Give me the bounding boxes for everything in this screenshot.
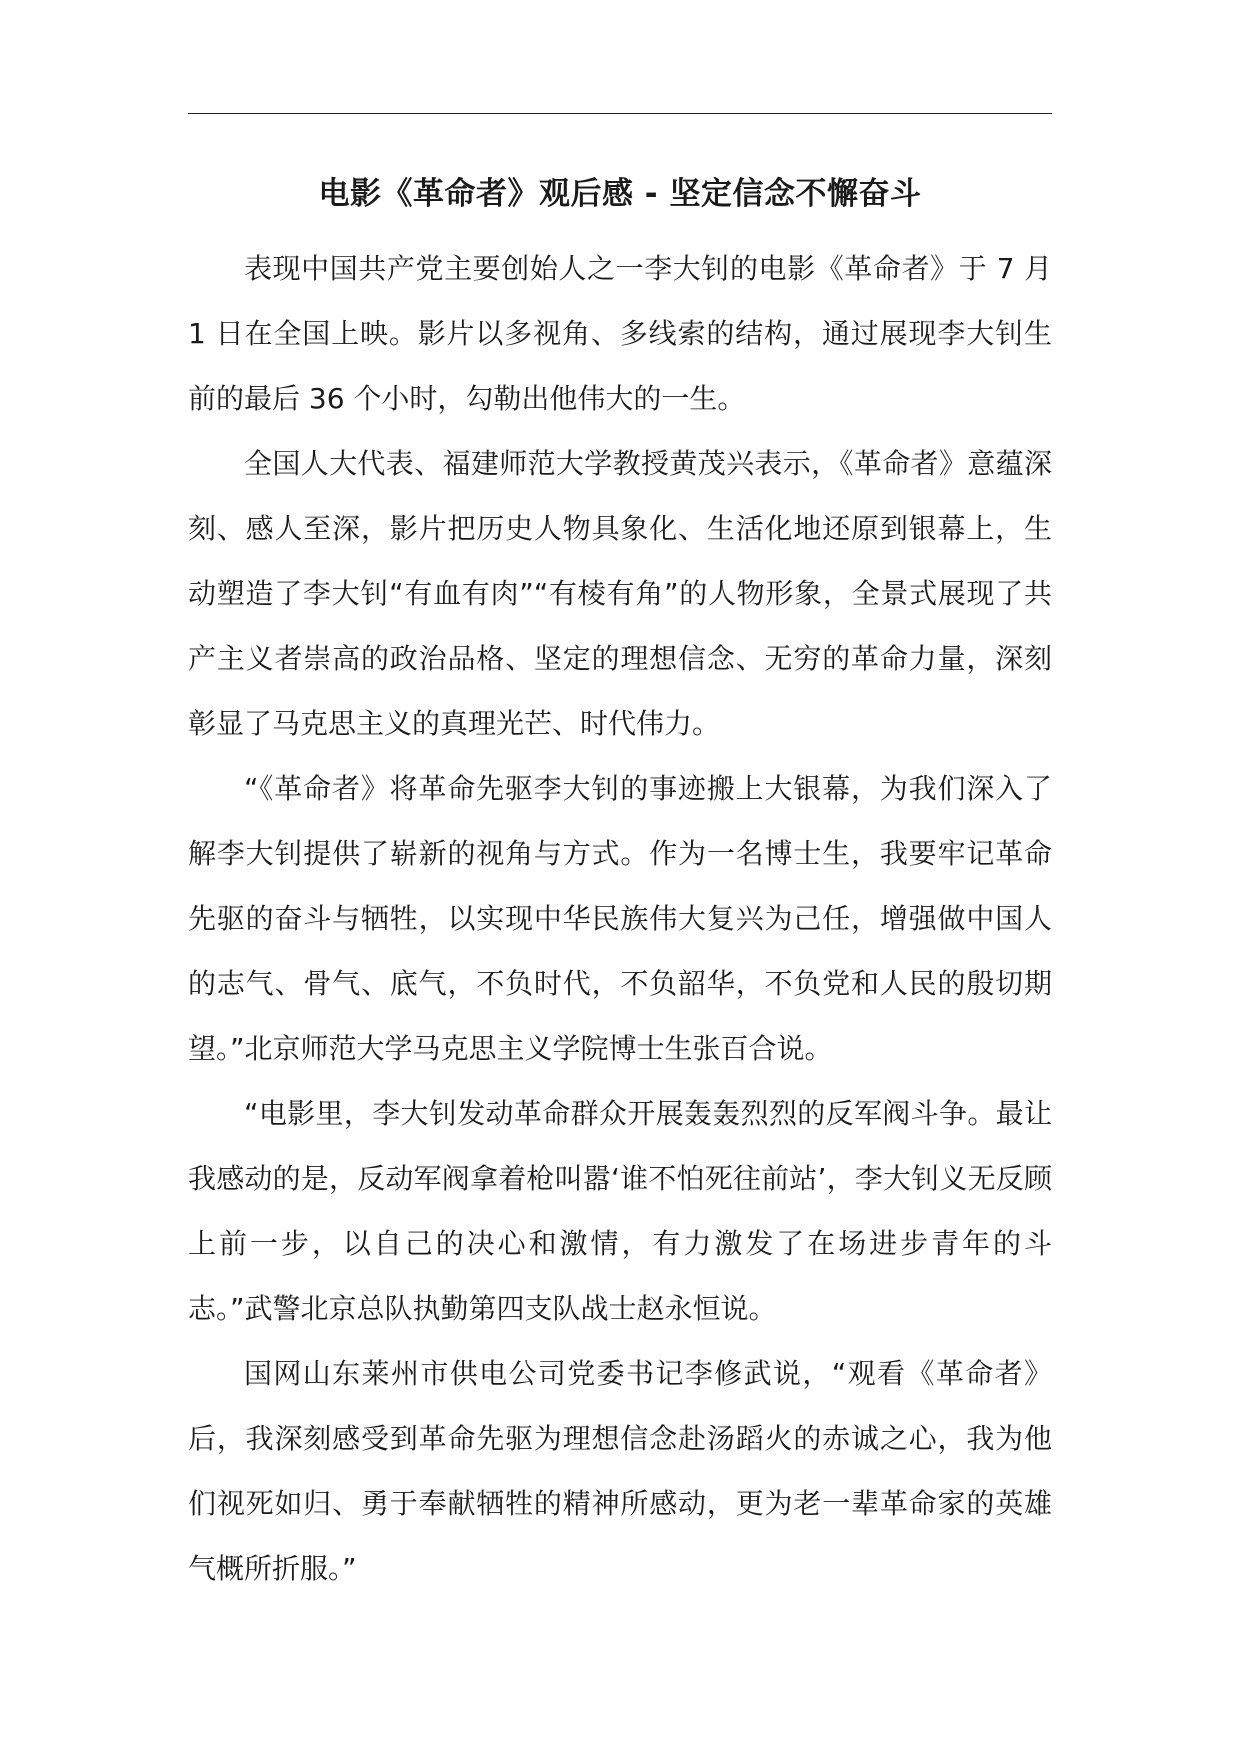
document-body [188, 236, 1052, 1601]
paragraph: 全国人大代表、福建师范大学教授黄茂兴表示，《革命者》意蕴深刻、感人至深，影片把历史人物具象化、生活化地还原到银幕上，生动塑造了李大钊“有血有肉”“有棱有角”的人物形象，全景式展现了共产主义者崇高的政治品格、坚定的理想信念、无穷的革命力量，深刻彰显了马克思主义的真理光芒、时代伟力。 [188, 447, 1052, 740]
paragraph: 国网山东莱州市供电公司党委书记李修武说，“观看《革命者》后，我深刻感受到革命先驱为理想信念赴汤蹈火的赤诚之心，我为他们视死如归、勇于奉献牺牲的精神所感动，更为老一辈革命家的英雄气概所折服。” [188, 1357, 1052, 1585]
paragraph: “电影里，李大钊发动革命群众开展轰轰烈烈的反军阀斗争。最让我感动的是，反动军阀拿着枪叫嚣‘谁不怕死往前站’，李大钊义无反顾上前一步，以自己的决心和激情，有力激发了在场进步青年的斗志。”武警北京总队执勤第四支队战士赵永恒说。 [188, 1097, 1052, 1325]
paragraph: 表现中国共产党主要创始人之一李大钊的电影《革命者》于 7 月 1 日在全国上映。影片以多视角、多线索的结构，通过展现李大钊生前的最后 36 个小时，勾勒出他伟大的一生。 [188, 252, 1052, 415]
paragraph: “《革命者》将革命先驱李大钊的事迹搬上大银幕，为我们深入了解李大钊提供了崭新的视角与方式。作为一名博士生，我要牢记革命先驱的奋斗与牺牲，以实现中华民族伟大复兴为己任，增强做中国人的志气、骨气、底气，不负时代，不负韶华，不负党和人民的殷切期望。”北京师范大学马克思主义学院博士生张百合说。 [188, 772, 1052, 1065]
header-rule [188, 113, 1052, 114]
document-title: 电影《革命者》观后感 - 坚定信念不懈奋斗 [318, 176, 922, 212]
